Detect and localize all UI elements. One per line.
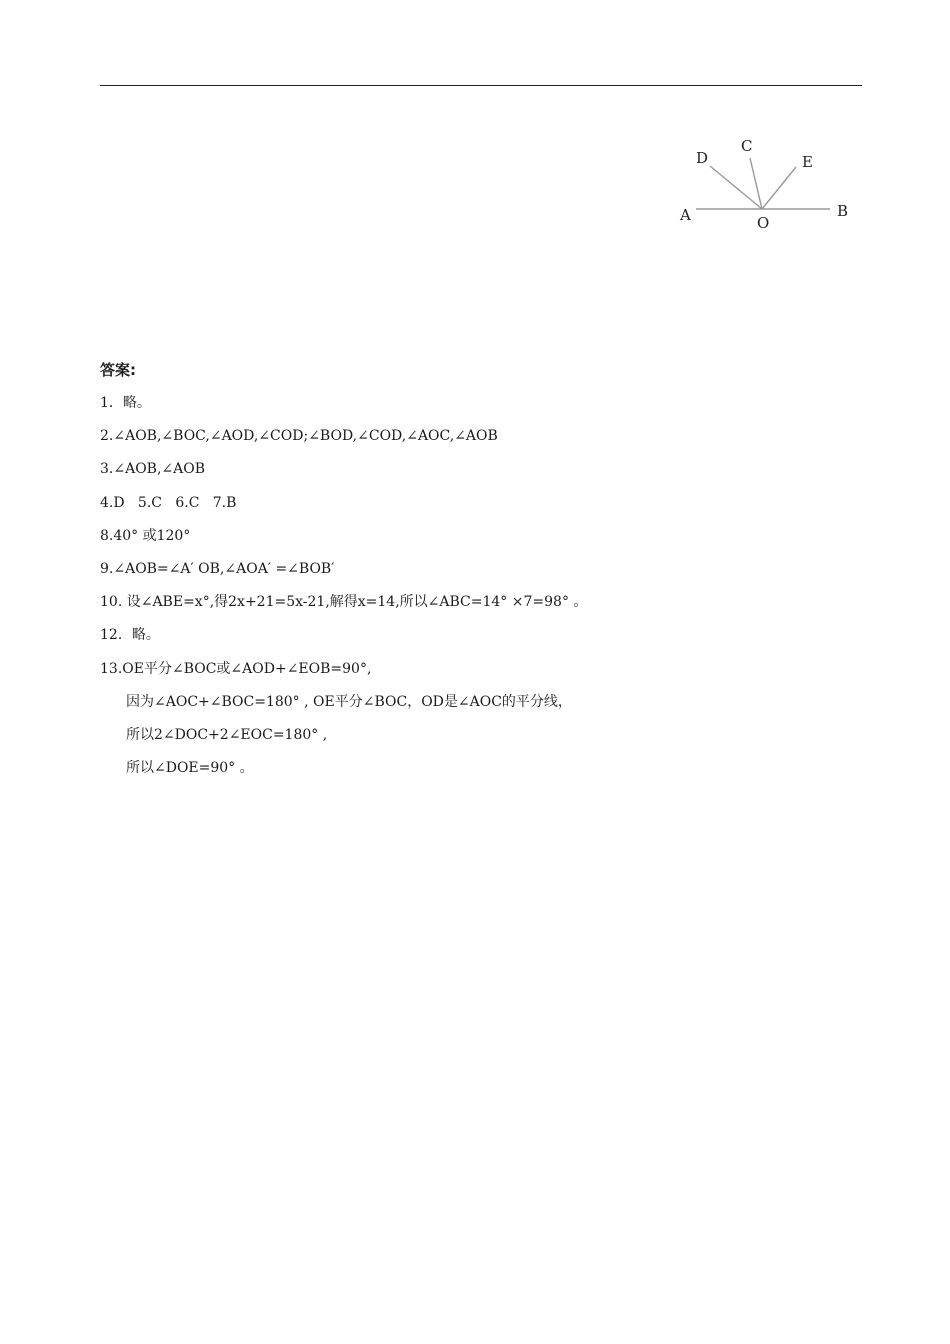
answer-line-1: 1．略。 — [100, 395, 151, 411]
answers-section — [100, 357, 860, 788]
answer-line-13-conclusion: 所以∠DOE=90° 。 — [126, 760, 254, 777]
ray-OE — [762, 167, 796, 209]
answer-line-13-reason: 因为∠AOC+∠BOC=180° , OE平分∠BOC，OD是∠AOC的平分线， — [126, 693, 572, 710]
ray-OD — [710, 166, 762, 209]
label-E: E — [802, 153, 813, 171]
answer-line-13-step: 所以2∠DOC+2∠EOC=180° , — [126, 726, 328, 743]
answer-line-2: 2.∠AOB,∠BOC,∠AOD,∠COD;∠BOD,∠COD,∠AOC,∠AOB — [100, 428, 498, 445]
answer-line-4-7: 4.D 5.C 6.C 7.B — [100, 494, 237, 511]
answer-line-8: 8.40° 或120° — [100, 527, 191, 544]
answer-line-3: 3.∠AOB,∠AOB — [100, 461, 206, 478]
label-O: O — [757, 214, 770, 232]
answer-line-9: 9.∠AOB=∠A′ OB,∠AOA′ =∠BOB′ — [100, 560, 335, 577]
label-D: D — [696, 149, 709, 167]
answer-line-13: 13.OE平分∠BOC或∠AOD+∠EOB=90°, — [100, 660, 372, 677]
answer-line-10: 10. 设∠ABE=x°,得2x+21=5x-21,解得x=14,所以∠ABC=14° ×7=98° 。 — [100, 594, 588, 611]
angle-figure — [670, 130, 860, 240]
answers-title: 答案: — [100, 361, 136, 379]
label-A: A — [680, 206, 691, 224]
label-C: C — [741, 137, 753, 155]
angle-diagram — [670, 130, 860, 240]
header-rule — [100, 85, 862, 86]
answer-line-12: 12．略。 — [100, 627, 160, 644]
label-B: B — [837, 202, 849, 220]
